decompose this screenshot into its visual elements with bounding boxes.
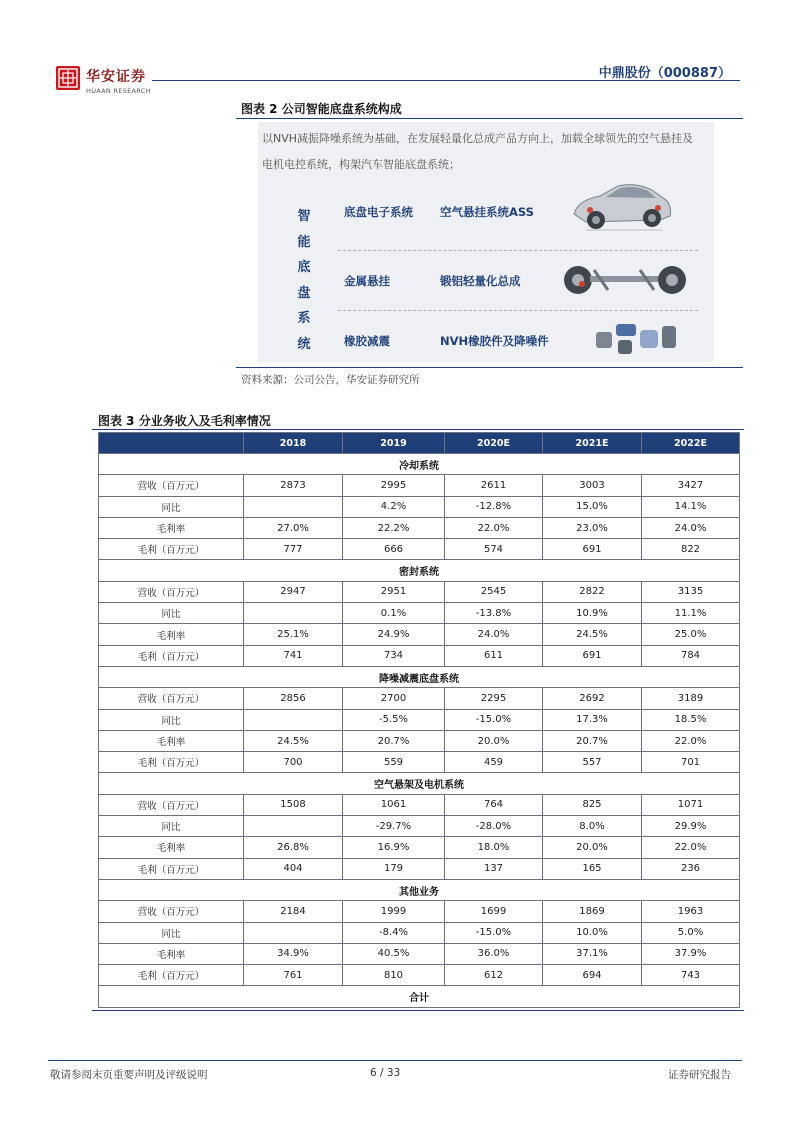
table-cell: -28.0% xyxy=(445,816,543,837)
table-cell: 27.0% xyxy=(244,517,343,538)
table-cell: 761 xyxy=(244,965,343,986)
table-cell: 700 xyxy=(244,752,343,773)
table-cell: 8.0% xyxy=(543,816,642,837)
row-label: 毛利（百万元） xyxy=(99,965,244,986)
header-cell: 2022E xyxy=(642,433,740,454)
row-label: 毛利（百万元） xyxy=(99,752,244,773)
table-cell: 574 xyxy=(445,539,543,560)
table-cell: 11.1% xyxy=(642,603,740,624)
table-cell: 1508 xyxy=(244,794,343,815)
table-cell: 3427 xyxy=(642,475,740,496)
table-cell: 2545 xyxy=(445,581,543,602)
page-number: 6 / 33 xyxy=(370,1067,401,1079)
table-cell: 24.5% xyxy=(244,730,343,751)
table-cell: 16.9% xyxy=(343,837,445,858)
brand-name-en: HUAAN RESEARCH xyxy=(86,87,151,95)
table-cell: 165 xyxy=(543,858,642,879)
table-cell: 25.0% xyxy=(642,624,740,645)
figure3-top-rule xyxy=(92,429,744,430)
figure2-bottom-rule xyxy=(236,367,743,368)
table-cell: 734 xyxy=(343,645,445,666)
table-cell xyxy=(244,922,343,943)
table-row xyxy=(99,581,740,602)
table-cell: 236 xyxy=(642,858,740,879)
table-cell: 24.9% xyxy=(343,624,445,645)
vertical-char: 底 xyxy=(297,260,311,275)
vertical-char: 统 xyxy=(297,336,311,352)
table-cell: 1869 xyxy=(543,901,642,922)
table-cell: 18.0% xyxy=(445,837,543,858)
table-cell: 5.0% xyxy=(642,922,740,943)
table-cell: 2700 xyxy=(343,688,445,709)
section-header-row xyxy=(99,773,740,794)
table-row xyxy=(99,624,740,645)
table-cell: 2951 xyxy=(343,581,445,602)
figure3-bottom-rule xyxy=(92,1010,744,1011)
row-label: 同比 xyxy=(99,816,244,837)
table-cell: 2822 xyxy=(543,581,642,602)
table-cell: 25.1% xyxy=(244,624,343,645)
table-row xyxy=(99,645,740,666)
header-cell: 2020E xyxy=(445,433,543,454)
section-title: 冷却系统 xyxy=(99,454,740,475)
table-cell: 1071 xyxy=(642,794,740,815)
row-label: 毛利（百万元） xyxy=(99,539,244,560)
metal-suspension-image xyxy=(560,256,690,306)
figure2-top-rule xyxy=(236,118,743,119)
logo-mark-icon xyxy=(56,66,80,90)
table-cell: 559 xyxy=(343,752,445,773)
table-cell: 17.3% xyxy=(543,709,642,730)
huaan-logo xyxy=(56,66,80,90)
header-cell xyxy=(99,433,244,454)
table-cell: 22.0% xyxy=(445,517,543,538)
table-cell: 37.1% xyxy=(543,943,642,964)
table-cell xyxy=(244,816,343,837)
header-cell: 2018 xyxy=(244,433,343,454)
vertical-char: 系 xyxy=(297,311,311,326)
table-row xyxy=(99,475,740,496)
table-row xyxy=(99,901,740,922)
table-cell: 701 xyxy=(642,752,740,773)
table-cell: 784 xyxy=(642,645,740,666)
table-cell: 10.9% xyxy=(543,603,642,624)
table-cell: -13.8% xyxy=(445,603,543,624)
table-cell: 18.5% xyxy=(642,709,740,730)
table-cell: 34.9% xyxy=(244,943,343,964)
table-cell: 2295 xyxy=(445,688,543,709)
table-cell: -8.4% xyxy=(343,922,445,943)
table-cell: 22.2% xyxy=(343,517,445,538)
table-cell: 36.0% xyxy=(445,943,543,964)
header-cell: 2021E xyxy=(543,433,642,454)
table-cell: -29.7% xyxy=(343,816,445,837)
table-row xyxy=(99,709,740,730)
table-cell: 23.0% xyxy=(543,517,642,538)
table-cell: 20.7% xyxy=(343,730,445,751)
section-title: 降噪减震底盘系统 xyxy=(99,666,740,687)
row-label: 同比 xyxy=(99,709,244,730)
table-cell: 24.5% xyxy=(543,624,642,645)
table-cell: 22.0% xyxy=(642,837,740,858)
section-header-row xyxy=(99,454,740,475)
chassis-electronics-label: 底盘电子系统 xyxy=(344,205,413,219)
table-cell: 810 xyxy=(343,965,445,986)
section-title: 密封系统 xyxy=(99,560,740,581)
table-cell: 137 xyxy=(445,858,543,879)
table-row xyxy=(99,539,740,560)
table-cell: 3135 xyxy=(642,581,740,602)
row-label: 同比 xyxy=(99,603,244,624)
table-cell: 611 xyxy=(445,645,543,666)
table-row xyxy=(99,794,740,815)
table-cell: 37.9% xyxy=(642,943,740,964)
section-title: 其他业务 xyxy=(99,879,740,900)
table-cell: 29.9% xyxy=(642,816,740,837)
table-cell: 1061 xyxy=(343,794,445,815)
table-cell: 2692 xyxy=(543,688,642,709)
section-title: 空气悬架及电机系统 xyxy=(99,773,740,794)
table-cell: 743 xyxy=(642,965,740,986)
table-cell: 741 xyxy=(244,645,343,666)
section-header-row xyxy=(99,986,740,1007)
table-cell xyxy=(244,709,343,730)
table-cell: 20.0% xyxy=(445,730,543,751)
vertical-char: 智 xyxy=(297,209,311,224)
table-cell: 0.1% xyxy=(343,603,445,624)
metal-suspension-label: 金属悬挂 xyxy=(344,274,390,288)
table-cell: 691 xyxy=(543,539,642,560)
footer-divider xyxy=(48,1060,742,1061)
row-label: 营收（百万元） xyxy=(99,581,244,602)
table-cell: 1699 xyxy=(445,901,543,922)
table-row xyxy=(99,603,740,624)
figure2-intro-text: 以NVH减振降噪系统为基础，在发展轻量化总成产品方向上，加载全球领先的空气悬挂及电机电控系统，构架汽车智能底盘系统； xyxy=(262,132,694,171)
table-cell: 20.0% xyxy=(543,837,642,858)
row-label: 营收（百万元） xyxy=(99,688,244,709)
table-cell: 2947 xyxy=(244,581,343,602)
table-cell: 26.8% xyxy=(244,837,343,858)
row-label: 营收（百万元） xyxy=(99,901,244,922)
table-cell: 40.5% xyxy=(343,943,445,964)
brand-name-cn: 华安证券 xyxy=(86,69,146,85)
report-type: 证券研究报告 xyxy=(668,1069,731,1081)
table-row xyxy=(99,517,740,538)
table-cell: 4.2% xyxy=(343,496,445,517)
table-cell: 694 xyxy=(543,965,642,986)
table-cell: 612 xyxy=(445,965,543,986)
table-cell: 3189 xyxy=(642,688,740,709)
table-cell: 2184 xyxy=(244,901,343,922)
row-label: 毛利率 xyxy=(99,730,244,751)
table-cell: 666 xyxy=(343,539,445,560)
table-cell: 24.0% xyxy=(445,624,543,645)
vertical-char: 盘 xyxy=(297,285,311,301)
table-row xyxy=(99,943,740,964)
table-row xyxy=(99,752,740,773)
table-row xyxy=(99,496,740,517)
table-row xyxy=(99,730,740,751)
table-header-row xyxy=(99,433,740,454)
table-cell: 2856 xyxy=(244,688,343,709)
table-cell: 24.0% xyxy=(642,517,740,538)
car-chassis-image xyxy=(566,170,676,238)
table-cell: 20.7% xyxy=(543,730,642,751)
table-cell: 404 xyxy=(244,858,343,879)
section-header-row xyxy=(99,879,740,900)
table-cell: 1999 xyxy=(343,901,445,922)
row-label: 毛利率 xyxy=(99,837,244,858)
table-cell: 691 xyxy=(543,645,642,666)
table-cell: 764 xyxy=(445,794,543,815)
figure3-title: 图表 3 分业务收入及毛利率情况 xyxy=(98,414,271,428)
row-label: 毛利（百万元） xyxy=(99,858,244,879)
section-header-row xyxy=(99,666,740,687)
row-label: 毛利（百万元） xyxy=(99,645,244,666)
table-cell: 557 xyxy=(543,752,642,773)
table-row xyxy=(99,837,740,858)
air-suspension-label: 空气悬挂系统ASS xyxy=(440,205,534,219)
table-cell: 22.0% xyxy=(642,730,740,751)
table-cell: 10.0% xyxy=(543,922,642,943)
row-label: 营收（百万元） xyxy=(99,794,244,815)
table-cell: 3003 xyxy=(543,475,642,496)
table-cell: -15.0% xyxy=(445,709,543,730)
row-label: 营收（百万元） xyxy=(99,475,244,496)
row-label: 毛利率 xyxy=(99,517,244,538)
header-cell: 2019 xyxy=(343,433,445,454)
row-label: 同比 xyxy=(99,496,244,517)
table-cell: 179 xyxy=(343,858,445,879)
table-cell: 1963 xyxy=(642,901,740,922)
table-cell: 14.1% xyxy=(642,496,740,517)
table-cell: 2995 xyxy=(343,475,445,496)
table-row xyxy=(99,922,740,943)
forged-aluminum-label: 锻铝轻量化总成 xyxy=(440,274,521,288)
table-cell: 822 xyxy=(642,539,740,560)
row-label: 同比 xyxy=(99,922,244,943)
row-separator xyxy=(338,250,698,251)
table-row xyxy=(99,816,740,837)
table-row xyxy=(99,688,740,709)
row-label: 毛利率 xyxy=(99,624,244,645)
table-row xyxy=(99,858,740,879)
company-ticker: 中鼎股份（000887） xyxy=(598,66,731,81)
table-cell: 15.0% xyxy=(543,496,642,517)
section-title: 合计 xyxy=(99,986,740,1007)
rubber-parts-image xyxy=(592,318,682,358)
vertical-char: 能 xyxy=(297,234,311,250)
table-cell: -5.5% xyxy=(343,709,445,730)
rubber-damping-label: 橡胶减震 xyxy=(344,334,390,348)
table-cell: 2611 xyxy=(445,475,543,496)
table-cell: -12.8% xyxy=(445,496,543,517)
table-cell: 459 xyxy=(445,752,543,773)
table-cell: 777 xyxy=(244,539,343,560)
figure2-source: 资料来源：公司公告，华安证券研究所 xyxy=(241,374,420,386)
figure2-vertical-label xyxy=(296,204,312,357)
row-label: 毛利率 xyxy=(99,943,244,964)
table-cell: -15.0% xyxy=(445,922,543,943)
segment-revenue-table xyxy=(98,432,740,1008)
nvh-rubber-label: NVH橡胶件及降噪件 xyxy=(440,334,549,348)
disclaimer-note: 敬请参阅末页重要声明及评级说明 xyxy=(50,1069,208,1081)
section-header-row xyxy=(99,560,740,581)
table-cell xyxy=(244,496,343,517)
table-cell: 825 xyxy=(543,794,642,815)
row-separator xyxy=(338,310,698,311)
table-cell: 2873 xyxy=(244,475,343,496)
table-cell xyxy=(244,603,343,624)
table-row xyxy=(99,965,740,986)
figure2-title: 图表 2 公司智能底盘系统构成 xyxy=(241,102,402,116)
